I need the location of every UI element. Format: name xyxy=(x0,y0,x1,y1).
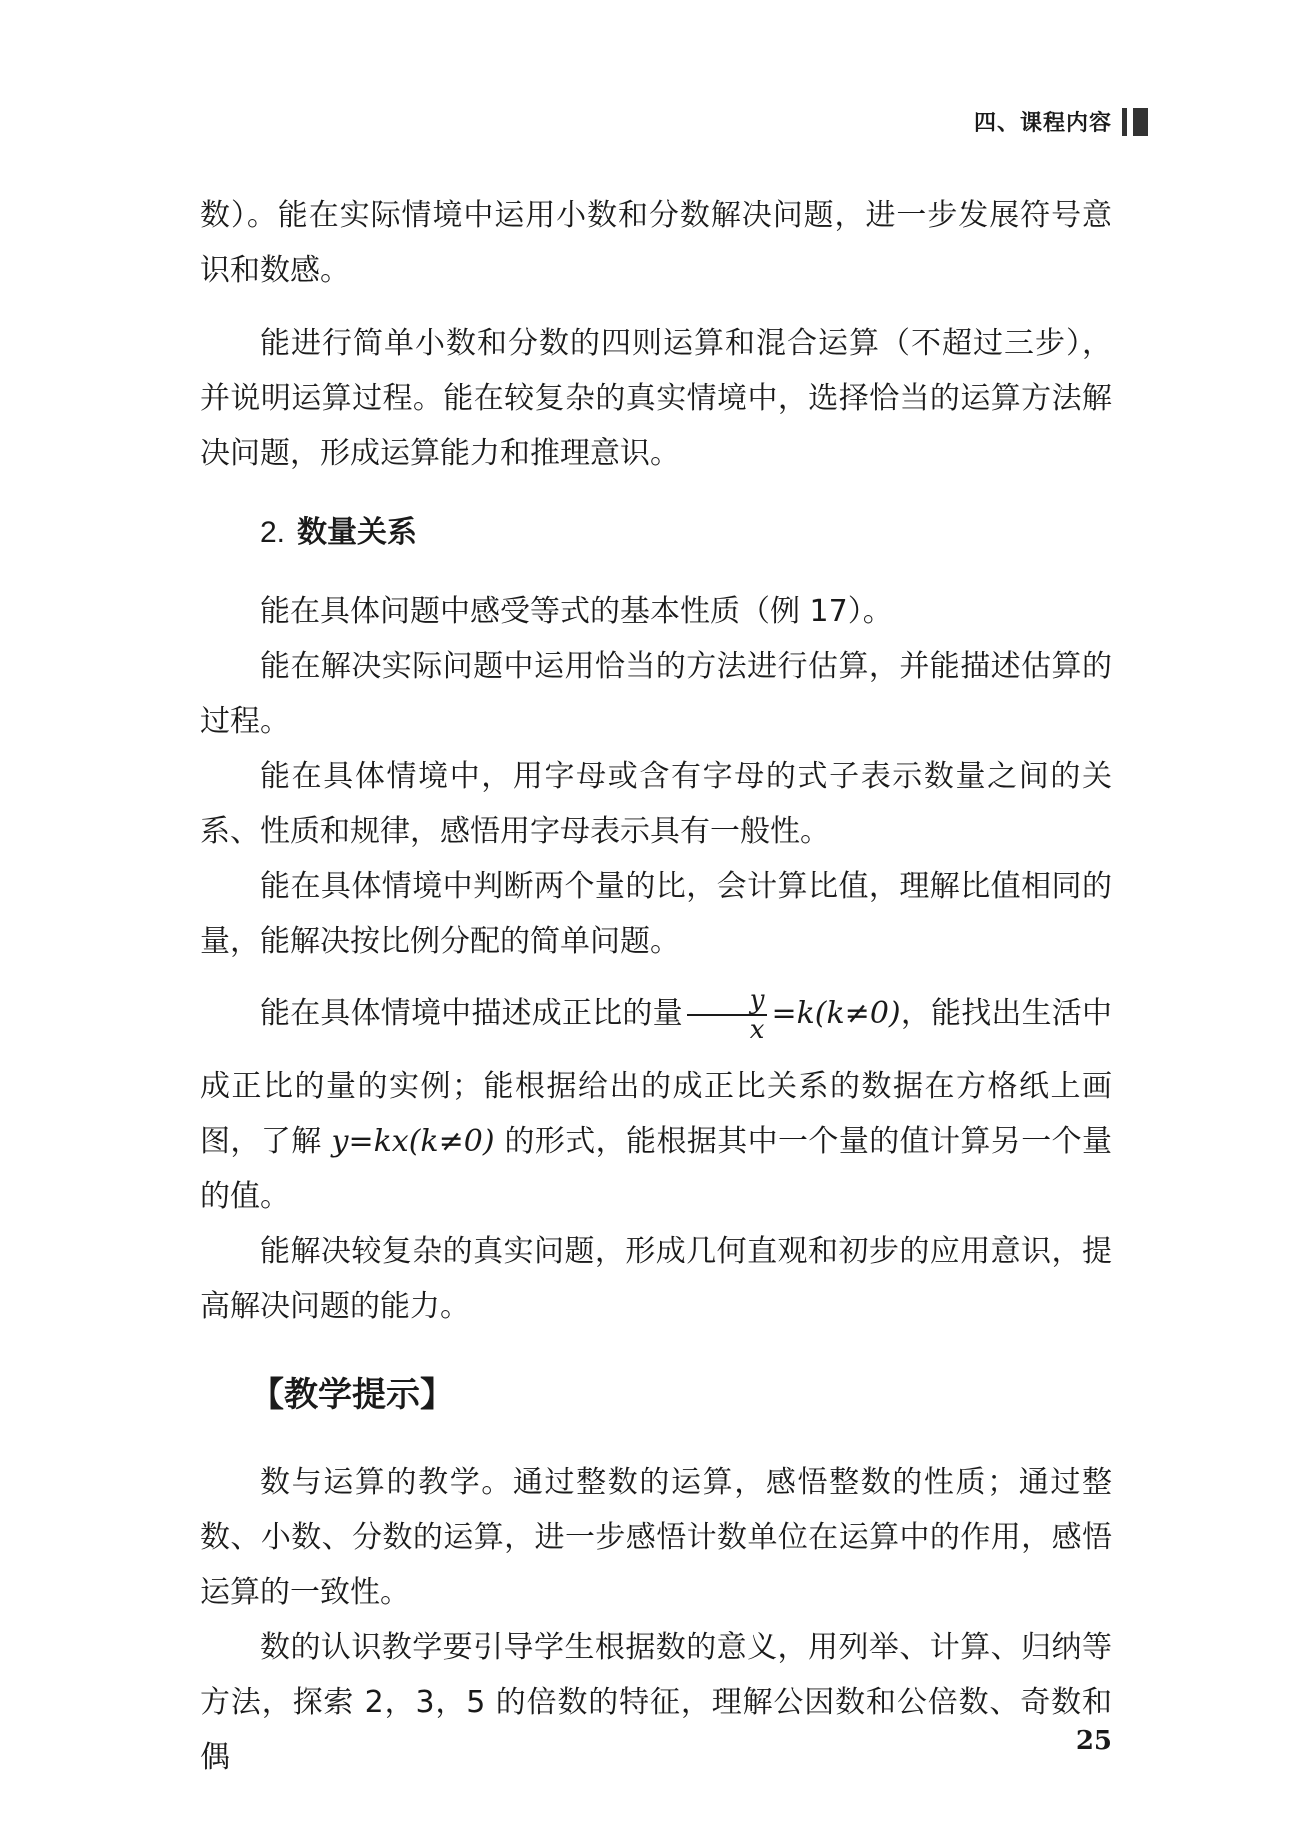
p7-text-post: ，能找出生活中成正比的量的实例；能根据给出的成正比关系的数据在方格纸上画图，了解 xyxy=(200,996,1113,1159)
header-bar-thin xyxy=(1122,108,1127,136)
paragraph-10: 数的认识教学要引导学生根据数的意义，用列举、计算、归纳等方法，探索 2，3，5 的倍数的特征，理解公因数和公倍数、奇数和偶 xyxy=(200,1630,1112,1775)
paragraph-7-lead xyxy=(260,984,901,1045)
paragraph-4: 能在解决实际问题中运用恰当的方法进行估算，并能描述估算的过程。 xyxy=(200,649,1112,739)
header-bars-decoration xyxy=(1122,108,1148,136)
header-title: 四、课程内容 xyxy=(973,110,1112,136)
paragraph-2: 能进行简单小数和分数的四则运算和混合运算（不超过三步），并说明运算过程。能在较复杂的真实情境中，选择恰当的运算方法解决问题，形成运算能力和推理意识。 xyxy=(200,326,1112,471)
p7-formula: y=kx(k≠0) xyxy=(331,1124,495,1159)
paragraph-8: 能解决较复杂的真实问题，形成几何直观和初步的应用意识，提高解决问题的能力。 xyxy=(200,1234,1112,1324)
paragraph-7 xyxy=(200,969,1112,1224)
header-bar-thick xyxy=(1133,108,1148,136)
p7-text-end: 的形式，能根据其中一个量的值计算另一个量的值。 xyxy=(200,1124,1112,1214)
paragraph-3: 能在具体问题中感受等式的基本性质（例 17）。 xyxy=(260,594,893,629)
paragraph-5: 能在具体情境中，用字母或含有字母的式子表示数量之间的关系、性质和规律，感悟用字母表示具有一般性。 xyxy=(200,759,1112,849)
page-number: 25 xyxy=(1075,1726,1112,1756)
p7-equation: =k(k≠0) xyxy=(771,996,901,1031)
section-number: 2. xyxy=(260,516,286,549)
fraction-denominator: x xyxy=(749,1014,765,1045)
page-content xyxy=(200,188,1112,1785)
paragraph-1: 数）。能在实际情境中运用小数和分数解决问题，进一步发展符号意识和数感。 xyxy=(200,198,1112,288)
section-heading xyxy=(260,505,1112,560)
paragraph-9: 数与运算的教学。通过整数的运算，感悟整数的性质；通过整数、小数、分数的运算，进一步感悟计数单位在运算中的作用，感悟运算的一致性。 xyxy=(200,1465,1112,1610)
section-title: 数量关系 xyxy=(297,515,418,550)
fraction-y-over-x xyxy=(687,986,768,1044)
teaching-tips-heading: 【教学提示】 xyxy=(250,1375,454,1415)
running-header xyxy=(974,106,1148,137)
p7-text-pre: 能在具体情境中描述成正比的量 xyxy=(260,996,683,1031)
fraction-numerator: y xyxy=(687,986,768,1016)
paragraph-6: 能在具体情境中判断两个量的比，会计算比值，理解比值相同的量，能解决按比例分配的简单问题。 xyxy=(200,869,1112,959)
